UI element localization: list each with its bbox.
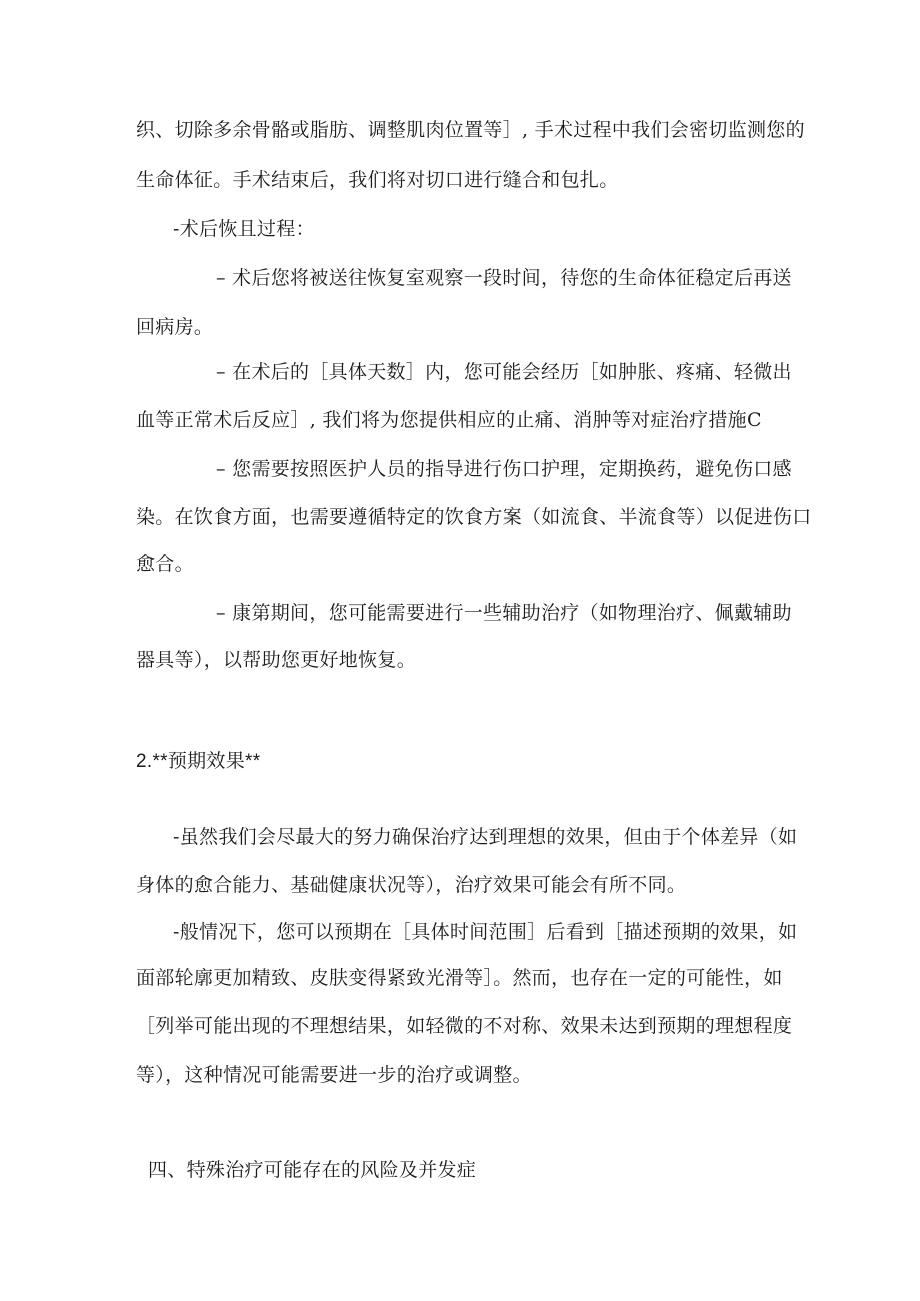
paragraph-line: 生命体征。手术结束后，我们将对切口进行缝合和包扎。 xyxy=(136,169,619,191)
paragraph-line: ［列举可能出现的不理想结果，如轻微的不对称、效果未达到预期的理想程度 xyxy=(136,1015,793,1037)
list-item-line: 血等正常术后反应］, 我们将为您提供相应的止痛、消肿等对症治疗措施C xyxy=(136,409,762,431)
list-item-line: – 您需要按照医护人员的指导进行伤口护理，定期换药，避免伤口感 xyxy=(216,458,792,480)
subsection-title: -术后恢且过程： xyxy=(173,218,315,240)
list-item-line: 回病房。 xyxy=(136,316,214,338)
paragraph-line: 身体的愈合能力、基础健康状况等），治疗效果可能会有所不同。 xyxy=(136,874,687,896)
list-item-line: 染。在饮食方面，也需要遵循特定的饮食方案（如流食、半流食等）以促进伤口 xyxy=(136,506,812,528)
paragraph-line: -虽然我们会尽最大的努力确保治疗达到理想的效果，但由于个体差异（如 xyxy=(173,826,798,848)
list-item-line: – 康第期间，您可能需要进行一些辅助治疗（如物理治疗、佩戴辅助 xyxy=(216,602,792,624)
list-item-line: 愈合。 xyxy=(136,553,194,575)
section-heading: 2.**预期效果** xyxy=(136,751,261,772)
list-item-line: 器具等），以帮助您更好地恢复。 xyxy=(136,649,417,671)
chapter-heading: 四、特殊治疗可能存在的风险及并发症 xyxy=(148,1159,477,1181)
list-item-line: – 术后您将被送往恢复室观察一段时间，待您的生命体征稳定后再送 xyxy=(216,267,792,289)
paragraph-line: 织、切除多余骨骼或脂肪、调整肌肉位置等］, 手术过程中我们会密切监测您的 xyxy=(136,119,805,141)
paragraph-line: 等），这种情况可能需要进一步的治疗或调整。 xyxy=(136,1064,532,1086)
paragraph-line: -般情况下，您可以预期在［具体时间范围］后看到［描述预期的效果，如 xyxy=(173,921,798,943)
list-item-line: – 在术后的［具体天数］内，您可能会经历［如肿胀、疼痛、轻微出 xyxy=(216,361,792,383)
paragraph-line: 面部轮廓更加精致、皮肤变得紧致光滑等］。然而，也存在一定的可能性，如 xyxy=(136,967,783,989)
